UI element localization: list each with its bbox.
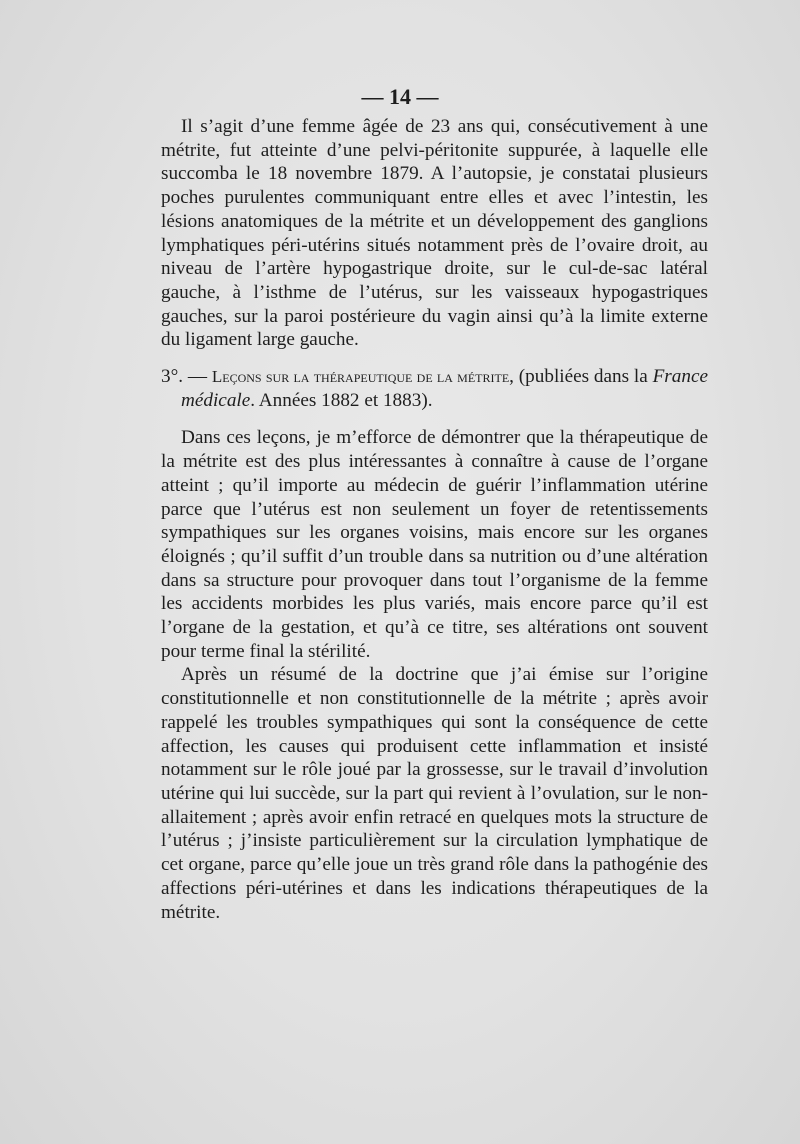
paragraph-autopsy: Il s’agit d’une femme âgée de 23 ans qui, consécutivement à une métrite, fut atteinte d’une pelvi-péritonite suppurée, à laquelle elle succomba le 18 novembre 1879. A l’autopsie, je constatai plusieurs poches purulentes communiquant entre elles et avec l’intestin, les lésions anatomiques de la métrite et un développement des ganglions lymphatiques péri-utérins situés notamment près de l’ovaire droit, au niveau de l’artère hypogastrique droite, sur le cul-de-sac latéral gauche, à l’isthme de l’utérus, sur les vaisseaux hypogastriques gauches, sur la paroi postérieure du vagin ainsi qu’à la limite externe du ligament large gauche. bbox=[161, 116, 708, 351]
paragraph-resume: Après un résumé de la doctrine que j’ai émise sur l’origine constitutionnelle et non constitutionnelle de la métrite ; après avoir rappelé les troubles sympathiques qui sont la conséquence de cette affection, les causes qui produisent cette inflammation et insisté notamment sur le rôle joué par la grossesse, sur le travail d’involution utérine qui lui succède, sur la part qui revient à l’ovulation, sur le non-allaitement ; après avoir enfin retracé en quelques mots la structure de l’utérus ; j’insiste particulièrement sur la circulation lymphatique de cet organe, parce qu’elle joue un très grand rôle dans la pathogénie des affections péri-utérines et dans les indications thérapeutiques de la métrite. bbox=[161, 664, 708, 923]
paragraph-lecons: Dans ces leçons, je m’efforce de démontrer que la thérapeutique de la métrite est des plus intéressantes à connaître à cause de l’organe atteint ; qu’il importe au médecin de guérir l’inflammation utérine parce que l’utérus est non seulement un foyer de retentissements sympathiques sur les organes voisins, mais encore sur les organes éloignés ; qu’il suffit d’un trouble dans sa nutrition ou d’une altération dans sa structure pour provoquer dans tout l’organisme de la femme les accidents morbides les plus variés, mais encore parce qu’il est l’organe de la gestation, et qu’à ce titre, ses altérations ont souvent pour terme final la stérilité. bbox=[161, 427, 708, 662]
section-citation-b: . Années 1882 et 1883). bbox=[250, 389, 433, 411]
section-number: 3°. — bbox=[161, 366, 212, 388]
page-number: — 14 — bbox=[361, 84, 439, 109]
paragraph-section-3 bbox=[161, 365, 708, 412]
body-text bbox=[161, 115, 708, 924]
section-citation-a: , (publiées dans la bbox=[509, 366, 653, 388]
section-title: Leçons sur la thérapeutique de la métrite bbox=[211, 367, 510, 387]
journal-name: France médicale bbox=[181, 366, 708, 411]
